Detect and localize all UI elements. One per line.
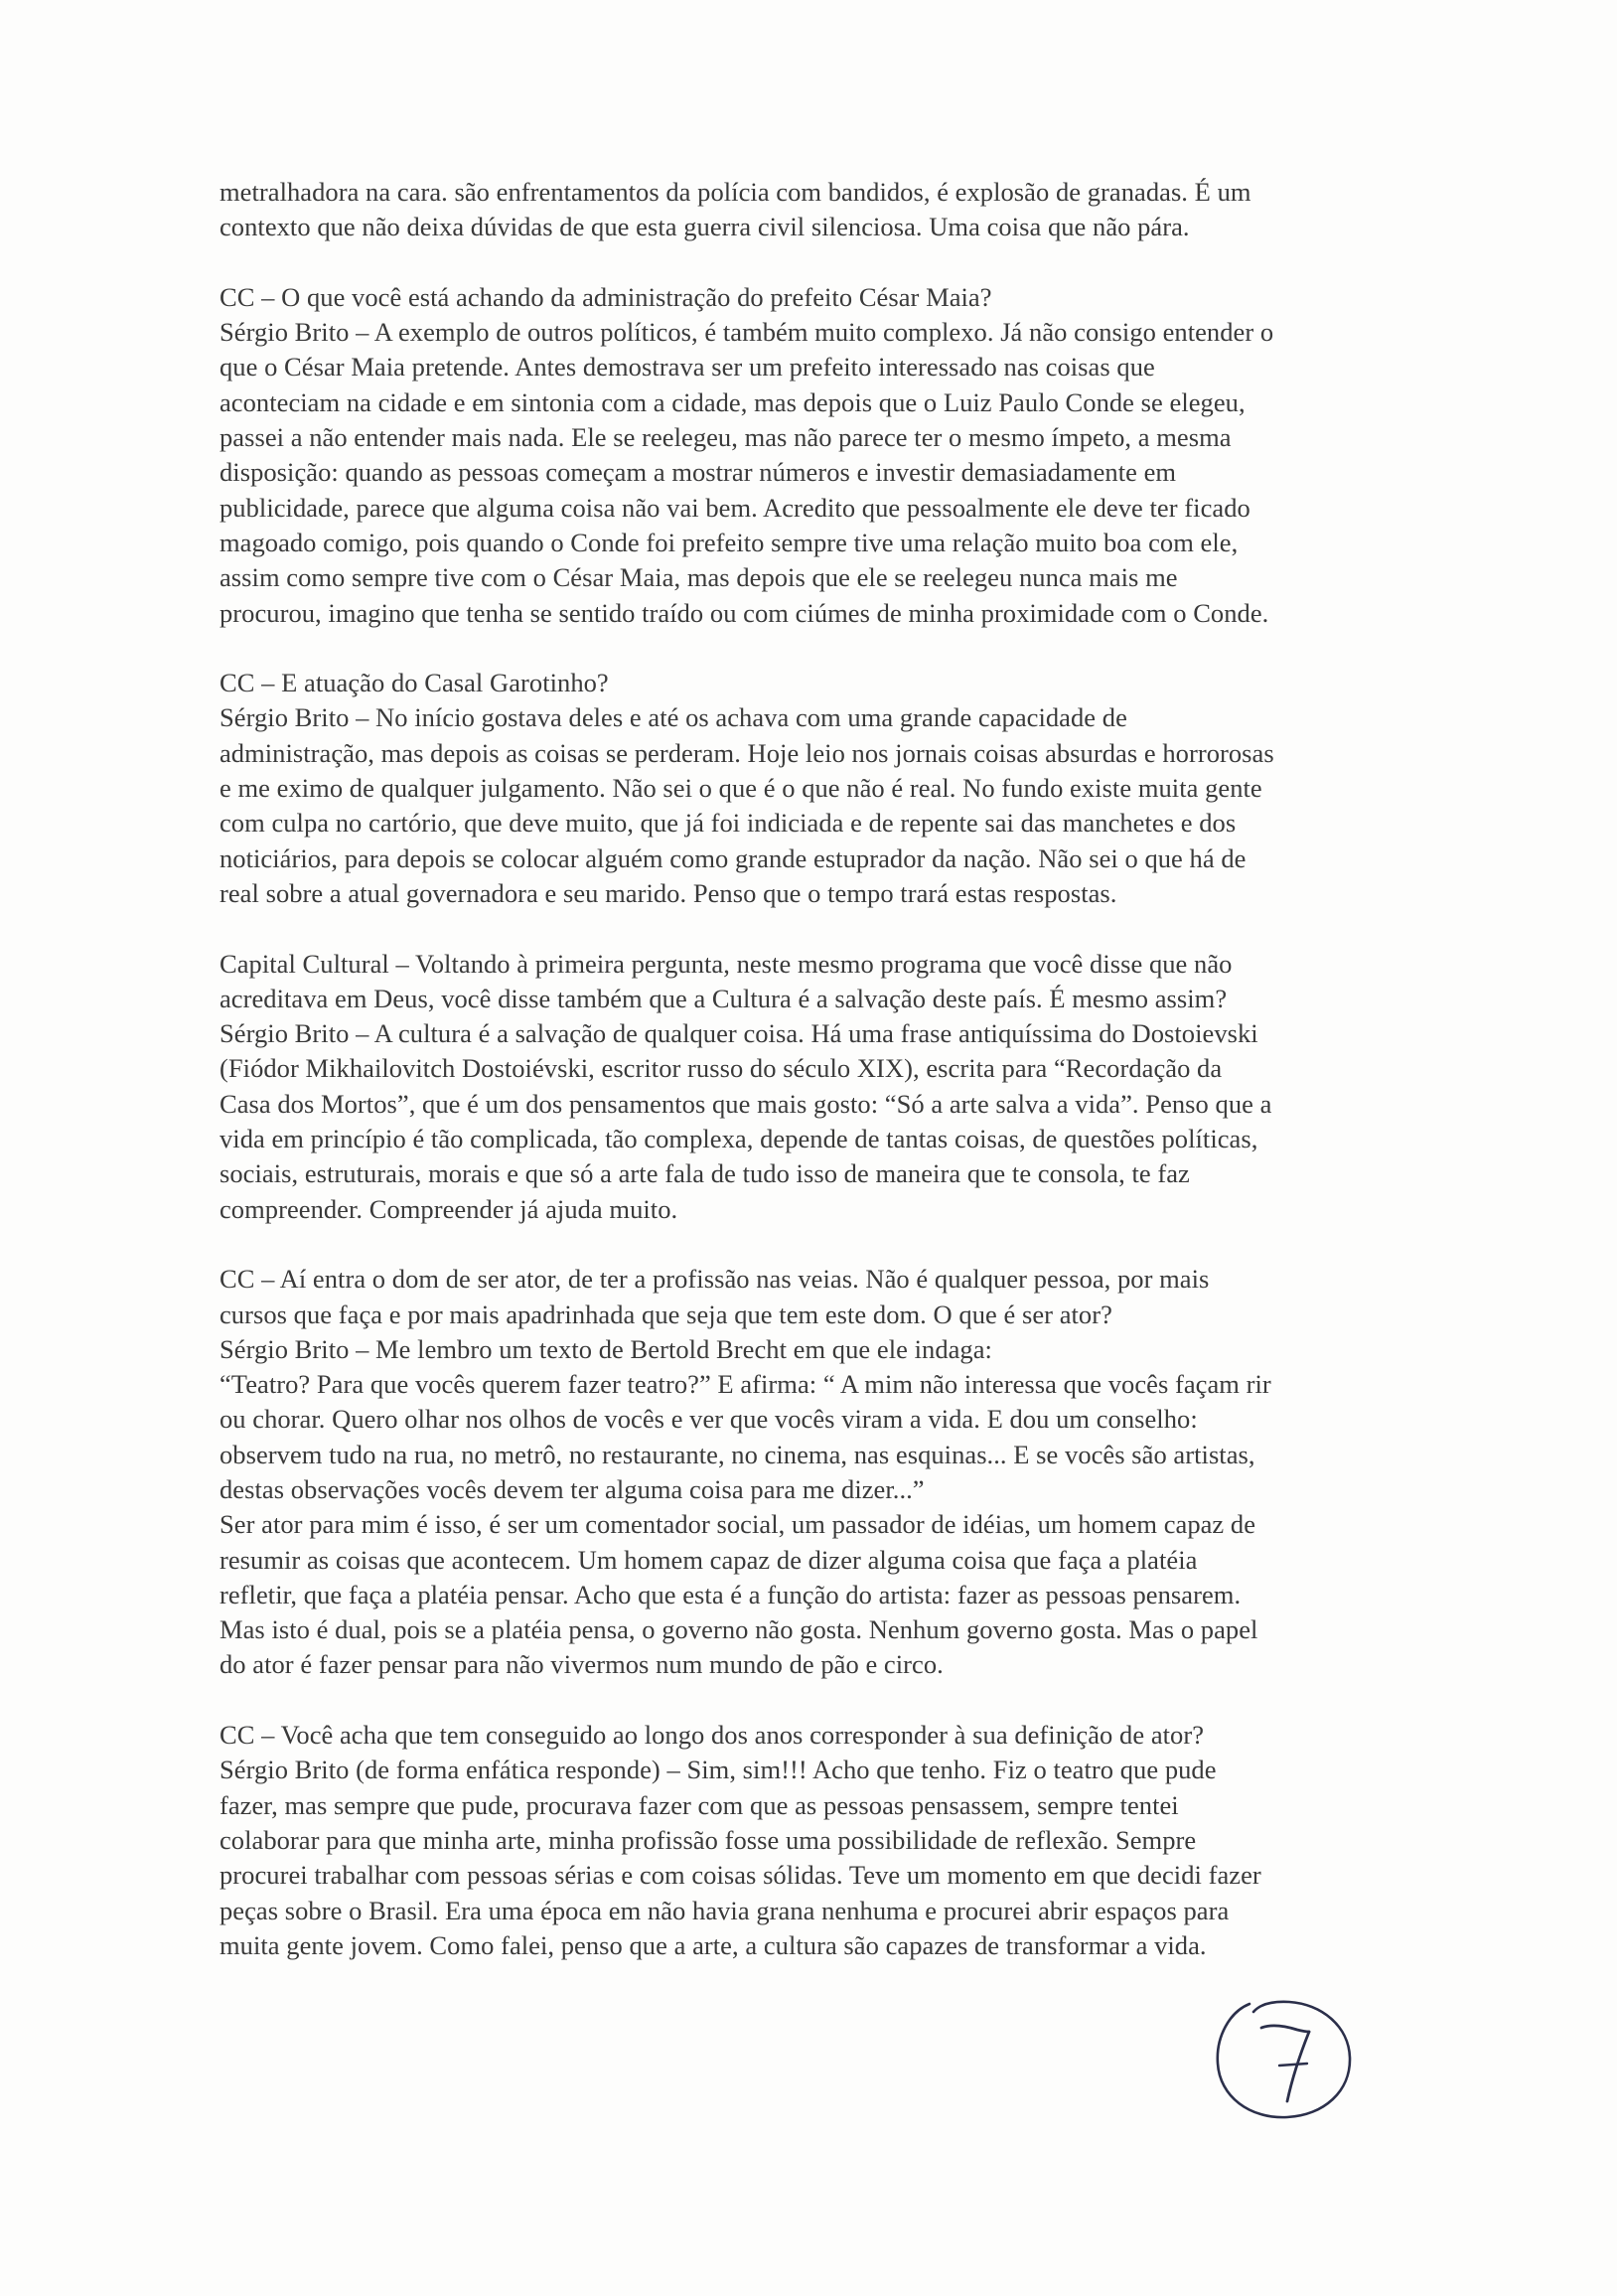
text-line: magoado comigo, pois quando o Conde foi prefeito sempre tive uma relação muito boa com ele, bbox=[220, 527, 1239, 557]
text-line: peças sobre o Brasil. Era uma época em não havia grana nenhuma e procurei abrir espaços para bbox=[220, 1895, 1230, 1925]
paragraph-6 bbox=[220, 1718, 1421, 1963]
paragraph-5 bbox=[220, 1262, 1421, 1683]
text-line: Sérgio Brito – A cultura é a salvação de qualquer coisa. Há uma frase antiquíssima do Dostoievski bbox=[220, 1018, 1258, 1049]
text-line: Sérgio Brito – Me lembro um texto de Bertold Brecht em que ele indaga: bbox=[220, 1333, 992, 1364]
text-line: publicidade, parece que alguma coisa não vai bem. Acredito que pessoalmente ele deve ter ficado bbox=[220, 492, 1250, 523]
text-line: destas observações vocês devem ter alguma coisa para me dizer...” bbox=[220, 1473, 925, 1504]
text-line: Casa dos Mortos”, que é um dos pensamentos que mais gosto: “Só a arte salva a vida”. Penso que a bbox=[220, 1088, 1272, 1119]
text-line: administração, mas depois as coisas se perderam. Hoje leio nos jornais coisas absurdas e horrorosas bbox=[220, 737, 1274, 768]
text-line: contexto que não deixa dúvidas de que esta guerra civil silenciosa. Uma coisa que não pára. bbox=[220, 212, 1190, 242]
page-number-circle bbox=[1218, 2002, 1350, 2117]
page-number-seven-top bbox=[1261, 2026, 1309, 2032]
text-line: (Fiódor Mikhailovitch Dostoiévski, escritor russo do século XIX), escrita para “Recordação da bbox=[220, 1053, 1223, 1084]
text-line: CC – Você acha que tem conseguido ao longo dos anos corresponder à sua definição de ator? bbox=[220, 1720, 1205, 1751]
page-number-seven-bar bbox=[1279, 2064, 1307, 2066]
text-line: observem tudo na rua, no metrô, no restaurante, no cinema, nas esquinas... E se vocês são artistas, bbox=[220, 1439, 1255, 1469]
text-line: assim como sempre tive com o César Maia, mas depois que ele se reelegeu nunca mais me bbox=[220, 562, 1178, 593]
text-line: CC – E atuação do Casal Garotinho? bbox=[220, 668, 609, 698]
text-line: Capital Cultural – Voltando à primeira pergunta, neste mesmo programa que você disse que não bbox=[220, 948, 1233, 979]
text-line: cursos que faça e por mais apadrinhada que seja que tem este dom. O que é ser ator? bbox=[220, 1299, 1112, 1329]
text-line: Mas isto é dual, pois se a platéia pensa, o governo não gosta. Nenhum governo gosta. Mas o papel bbox=[220, 1614, 1258, 1645]
text-line: procurou, imagino que tenha se sentido traído ou com ciúmes de minha proximidade com o Conde. bbox=[220, 597, 1269, 628]
text-line: compreender. Compreender já ajuda muito. bbox=[220, 1193, 678, 1224]
text-line: sociais, estruturais, morais e que só a arte fala de tudo isso de maneira que te consola, te faz bbox=[220, 1158, 1190, 1189]
text-line: Sérgio Brito – No início gostava deles e até os achava com uma grande capacidade de bbox=[220, 702, 1127, 733]
text-line: ou chorar. Quero olhar nos olhos de vocês e ver que vocês viram a vida. E dou um conselho: bbox=[220, 1404, 1198, 1435]
interview-text bbox=[220, 175, 1421, 1998]
text-line: que o César Maia pretende. Antes demostrava ser um prefeito interessado nas coisas que bbox=[220, 352, 1155, 383]
text-line: CC – O que você está achando da administração do prefeito César Maia? bbox=[220, 281, 992, 312]
text-line: Ser ator para mim é isso, é ser um comentador social, um passador de idéias, um homem capaz de bbox=[220, 1509, 1256, 1540]
text-line: metralhadora na cara. são enfrentamentos da polícia com bandidos, é explosão de granadas. É um bbox=[220, 177, 1251, 207]
text-line: procurei trabalhar com pessoas sérias e com coisas sólidas. Teve um momento em que decidi fazer bbox=[220, 1860, 1261, 1891]
handwritten-page-number bbox=[1210, 1992, 1359, 2126]
text-line: e me eximo de qualquer julgamento. Não sei o que é o que não é real. No fundo existe muita gente bbox=[220, 773, 1262, 804]
text-line: Sérgio Brito – A exemplo de outros políticos, é também muito complexo. Já não consigo entender o bbox=[220, 317, 1274, 348]
text-line: real sobre a atual governadora e seu marido. Penso que o tempo trará estas respostas. bbox=[220, 877, 1117, 908]
paragraph-2 bbox=[220, 280, 1421, 631]
text-line: disposição: quando as pessoas começam a mostrar números e investir demasiadamente em bbox=[220, 457, 1177, 488]
text-line: “Teatro? Para que vocês querem fazer teatro?” E afirma: “ A mim não interessa que vocês façam rir bbox=[220, 1369, 1271, 1400]
text-line: fazer, mas sempre que pude, procurava fazer com que as pessoas pensassem, sempre tentei bbox=[220, 1789, 1179, 1820]
text-line: noticiários, para depois se colocar alguém como grande estuprador da nação. Não sei o que há de bbox=[220, 842, 1247, 873]
text-line: muita gente jovem. Como falei, penso que a arte, a cultura são capazes de transformar a vida. bbox=[220, 1929, 1207, 1960]
text-line: aconteciam na cidade e em sintonia com a cidade, mas depois que o Luiz Paulo Conde se elegeu, bbox=[220, 386, 1246, 417]
text-line: CC – Aí entra o dom de ser ator, de ter a profissão nas veias. Não é qualquer pessoa, por mais bbox=[220, 1264, 1210, 1295]
text-line: com culpa no cartório, que deve muito, que já foi indiciada e de repente sai das manchetes e dos bbox=[220, 808, 1237, 839]
text-line: resumir as coisas que acontecem. Um homem capaz de dizer alguma coisa que faça a platéia bbox=[220, 1544, 1198, 1575]
text-line: passei a não entender mais nada. Ele se reelegeu, mas não parece ter o mesmo ímpeto, a mesma bbox=[220, 422, 1232, 453]
text-line: vida em princípio é tão complicada, tão complexa, depende de tantas coisas, de questões políticas, bbox=[220, 1124, 1258, 1154]
text-line: acreditava em Deus, você disse também que a Cultura é a salvação deste país. É mesmo assim? bbox=[220, 983, 1228, 1013]
text-line: Sérgio Brito (de forma enfática responde) – Sim, sim!!! Acho que tenho. Fiz o teatro que pude bbox=[220, 1755, 1217, 1785]
text-line: colaborar para que minha arte, minha profissão fosse uma possibilidade de reflexão. Sempre bbox=[220, 1824, 1197, 1855]
paragraph-4 bbox=[220, 947, 1421, 1227]
text-line: refletir, que faça a platéia pensar. Acho que esta é a função do artista: fazer as pessoas pensarem. bbox=[220, 1579, 1242, 1609]
paragraph-3 bbox=[220, 666, 1421, 911]
paragraph-1 bbox=[220, 175, 1421, 245]
page-number-seven-stem bbox=[1287, 2032, 1309, 2101]
text-line: do ator é fazer pensar para não vivermos num mundo de pão e circo. bbox=[220, 1649, 944, 1680]
